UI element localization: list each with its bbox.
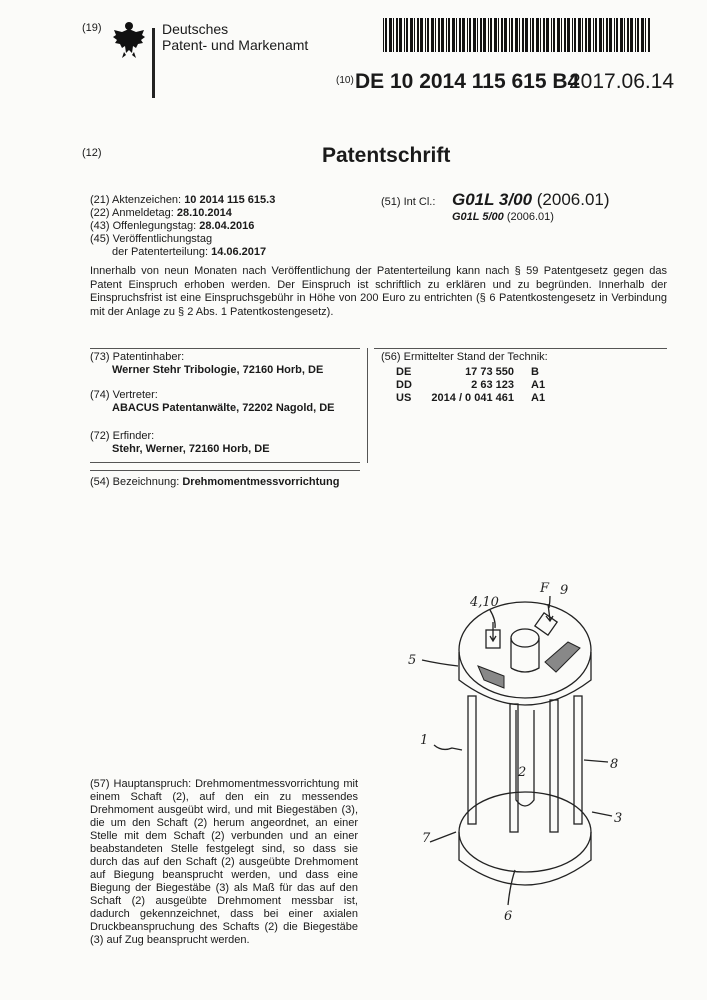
barcode-stripe [595,18,597,52]
ipc-main-row [452,190,610,210]
hatched-region [545,642,580,672]
barcode-stripe [389,18,392,52]
barcode-stripe [532,18,534,52]
barcode-stripe [567,18,570,52]
bending-bar [510,704,518,832]
barcode-stripe [635,18,636,52]
title-field-value: Drehmomentmessvorrichtung [182,476,340,488]
barcode-icon [383,18,653,52]
anmeldetag-row [90,207,232,220]
erteilung-value: 14.06.2017 [211,246,267,258]
prior-art-kind: A1 [531,379,546,391]
office-divider-bar [152,28,155,98]
barcode-stripe [614,18,615,52]
barcode-stripe [438,18,440,52]
barcode-stripe [627,18,629,52]
inid-10: (10) [336,75,354,86]
barcode-stripe [599,18,602,52]
drawing-label-f: F [540,581,550,596]
prior-art-kind: A1 [531,392,546,404]
barcode-stripe [582,18,583,52]
barcode-stripe [396,18,398,52]
office-name-line2: Patent- und Markenamt [162,37,309,53]
barcode-stripe [385,18,387,52]
bending-bar [550,700,558,832]
barcode-stripe [561,18,562,52]
barcode-stripe [616,18,618,52]
barcode-stripe [630,18,633,52]
erfinder-label: (72) Erfinder: [90,430,155,442]
barcode-stripe [603,18,604,52]
barcode-stripe [406,18,408,52]
barcode-stripe [553,18,555,52]
drawing-label-2: 2 [518,765,527,780]
anmeldetag-label: (22) Anmeldetag: [90,207,174,219]
bending-bar [574,696,582,824]
publication-date: 2017.06.14 [569,70,675,93]
barcode-stripe [578,18,581,52]
inid-19: (19) [82,22,102,34]
barcode-stripe [522,18,524,52]
drawing-label-5: 5 [408,653,417,668]
barcode-stripe [498,18,499,52]
prior-art-number: 17 73 550 [465,366,514,378]
barcode-stripe [585,18,587,52]
vertreter-value: ABACUS Patentanwälte, 72202 Nagold, DE [112,402,335,414]
barcode-stripe [494,18,497,52]
divider [374,348,667,349]
barcode-stripe [525,18,528,52]
offenlegungstag-label: (43) Offenlegungstag: [90,220,197,232]
prior-art-label: (56) Ermittelter Stand der Technik: [381,351,548,363]
bottom-disc [459,792,591,872]
barcode-stripe [456,18,457,52]
barcode-stripe [609,18,612,52]
barcode-stripe [588,18,591,52]
drawing-label-3: 3 [614,811,623,826]
federal-eagle-icon [112,20,146,60]
document-type-title: Patentschrift [322,144,451,167]
barcode-stripe [399,18,402,52]
barcode-stripe [417,18,419,52]
shaft-top [511,629,539,647]
aktenzeichen-label: (21) Aktenzeichen: [90,194,182,206]
ipc-secondary-class: G01L 5/00 [452,211,504,223]
barcode-stripe [637,18,639,52]
shaft-top-side [511,638,539,672]
bending-bar [468,696,476,824]
title-field [90,476,339,489]
ipc-main-class: G01L 3/00 [452,190,533,209]
barcode-stripe [564,18,566,52]
drawing-label-9: 9 [560,583,569,598]
barcode-stripe [501,18,503,52]
barcode-stripe [425,18,426,52]
column-divider [367,348,368,463]
barcode-stripe [435,18,436,52]
barcode-stripe [540,18,541,52]
leader-line [584,760,608,762]
barcode-stripe [536,18,539,52]
ipc-main-year: (2006.01) [536,190,610,209]
barcode-stripe [606,18,608,52]
divider [90,462,360,463]
leader-line [549,596,550,608]
barcode-stripe [477,18,478,52]
drawing-label-8: 8 [610,757,619,772]
divider [90,348,360,349]
barcode-stripe [452,18,455,52]
barcode-stripe [480,18,482,52]
barcode-stripe [473,18,476,52]
top-disc-rim [459,652,591,705]
barcode-stripe [645,18,646,52]
barcode-stripe [427,18,429,52]
prior-art-country: DD [396,379,412,391]
drawing-label-4-10: 4,10 [470,595,499,610]
barcode-stripe [572,18,573,52]
title-field-label: (54) Bezeichnung: [90,476,180,488]
leader-line [592,812,612,816]
prior-art-number: 2014 / 0 041 461 [431,392,514,404]
barcode-stripe [641,18,644,52]
prior-art-number: 2 63 123 [471,379,514,391]
barcode-stripe [551,18,552,52]
office-name-line1: Deutsches [162,21,229,37]
aktenzeichen-row [90,194,275,207]
barcode-stripe [467,18,468,52]
offenlegungstag-row [90,220,254,233]
drawing-label-6: 6 [504,909,513,924]
barcode-stripe [509,18,510,52]
main-claim: (57) Hauptanspruch: Drehmomentmessvorrichtung mit einem Schaft (2), auf den ein zu messendes Drehmoment ausgeübt wird, und mit Biegestäben (3), die um den Schaft (2) herum angeordnet, an einer Stelle mit dem Schaft (2) verbunden und an einer beabstandeten Stelle festgelegt sind, so dass sie durch das auf den Schaft (2) ausgeübte Drehmoment auf Biegung beansprucht werden, und dass eine Biegung der Biegestäbe (3) als Maß für das auf den Schaft (2) ausgeübte Drehmoment messbar ist, dadurch gekennzeichnet, dass bei einer axialen Druckbeanspruchung des Schafts (2) die Biegestäbe (3) auf Zug beansprucht werden. [90,778,358,946]
vertreter-label: (74) Vertreter: [90,389,158,401]
barcode-stripe [446,18,447,52]
barcode-stripe [519,18,520,52]
barcode-stripe [546,18,549,52]
prior-art-kind: B [531,366,539,378]
drawing-label-1: 1 [420,733,429,748]
opposition-notice: Innerhalb von neun Monaten nach Veröffentlichung der Patenterteilung kann nach § 59 Patentgesetz gegen das Patent Einspruch erhoben werden. Der Einspruch ist schriftlich zu erklären und zu begründen. Innerhalb der Einspruchsfrist ist eine Einspruchsgebühr in Höhe von 200 Euro zu entrichten (§ 6 Patentkostengesetz in Verbindung mit der Anlage zu § 2 Abs. 1 Patentkostengesetz). [90,265,667,318]
leader-line [422,660,458,666]
prior-art-country: US [396,392,412,404]
publication-number: DE 10 2014 115 615 B4 [355,70,580,93]
barcode-stripe [515,18,518,52]
drawing-label-7: 7 [422,831,431,846]
barcode-stripe [404,18,405,52]
patent-drawing [400,580,650,940]
barcode-stripe [431,18,434,52]
barcode-stripe [488,18,489,52]
leader-line [508,870,515,905]
barcode-stripe [469,18,471,52]
barcode-stripe [593,18,594,52]
erfinder-value: Stehr, Werner, 72160 Horb, DE [112,443,270,455]
barcode-stripe [557,18,560,52]
barcode-stripe [504,18,507,52]
barcode-stripe [393,18,394,52]
erteilung-label: der Patenterteilung: [112,246,209,258]
barcode-stripe [383,18,384,52]
barcode-stripe [648,18,650,52]
divider [90,470,360,471]
barcode-stripe [490,18,492,52]
veroeffentlichungstag-label: (45) Veröffentlichungstag [90,233,213,245]
inid-12: (12) [82,147,102,159]
barcode-stripe [620,18,623,52]
barcode-stripe [459,18,461,52]
leader-line [434,745,462,750]
bottom-disc-rim [459,832,591,885]
barcode-stripe [543,18,545,52]
barcode-stripe [448,18,450,52]
anmeldetag-value: 28.10.2014 [176,207,232,219]
barcode-stripe [441,18,444,52]
leader-line [430,832,456,842]
ipc-secondary-row [452,211,554,224]
patentinhaber-value: Werner Stehr Tribologie, 72160 Horb, DE [112,364,324,376]
aktenzeichen-value: 10 2014 115 615.3 [184,194,276,206]
ipc-secondary-year: (2006.01) [506,211,554,223]
barcode-stripe [420,18,423,52]
barcode-stripe [410,18,413,52]
intcl-label: (51) Int Cl.: [381,196,436,208]
erteilung-row [112,246,266,259]
barcode-stripe [574,18,576,52]
patentinhaber-label: (73) Patentinhaber: [90,351,185,363]
barcode-stripe [462,18,465,52]
prior-art-country: DE [396,366,412,378]
hatched-region [478,666,504,688]
barcode-stripe [414,18,415,52]
barcode-stripe [511,18,513,52]
offenlegungstag-value: 28.04.2016 [199,220,255,232]
barcode-stripe [624,18,625,52]
barcode-stripe [530,18,531,52]
barcode-stripe [483,18,486,52]
